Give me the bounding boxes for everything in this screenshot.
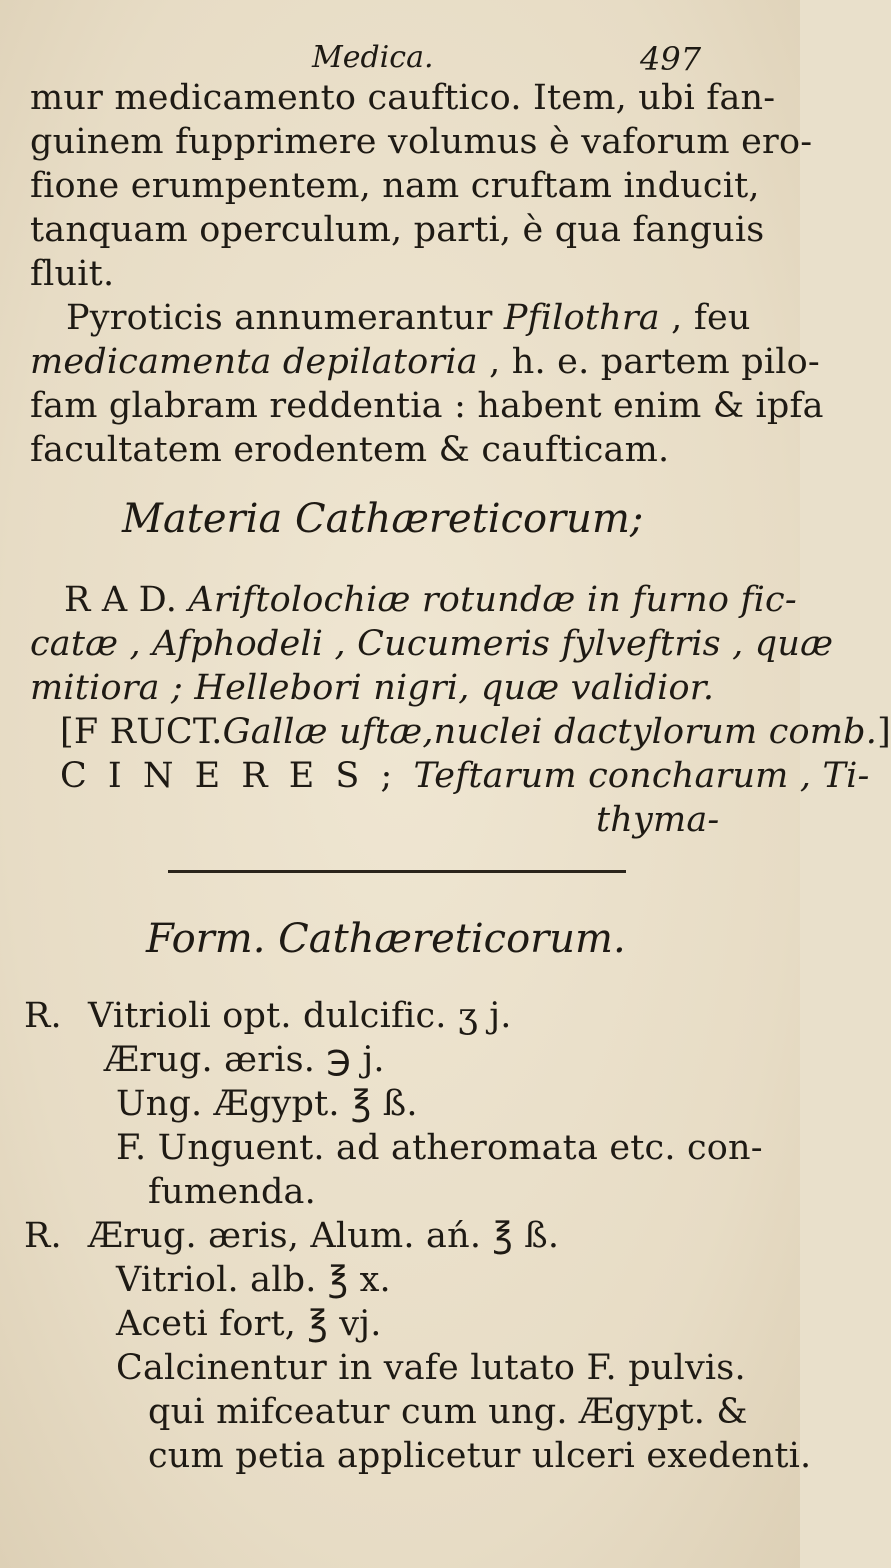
text-span: , feu — [659, 298, 751, 338]
section-title-materia: Materia Cathæreticorum; — [122, 496, 644, 542]
text-line: mur medicamento cauftico. Item, ubi fan- — [30, 78, 776, 118]
recipe-line: F. Unguent. ad atheromata etc. con- — [116, 1128, 763, 1168]
recipe-line: Calcinentur in vafe lutato F. pulvis. — [116, 1348, 746, 1388]
text-line: thyma- — [596, 800, 720, 840]
text-line — [64, 578, 797, 622]
recipe-line: fumenda. — [148, 1172, 316, 1212]
text-line — [60, 710, 891, 754]
italic-term: medicamenta depilatoria — [30, 342, 478, 382]
recipe-line: Ung. Ægypt. ℥ ß. — [116, 1084, 418, 1124]
page-number: 497 — [640, 40, 702, 78]
text-line: fluit. — [30, 254, 115, 294]
text-span: [F RUCT. — [60, 712, 223, 752]
text-line — [60, 754, 870, 798]
italic-term: Ariftolochiæ rotundæ in furno fic- — [188, 580, 797, 620]
recipe-mark: R. — [24, 1216, 62, 1256]
text-line — [66, 296, 751, 340]
text-line: fam glabram reddentia : habent enim & ipfa — [30, 386, 824, 426]
text-span: Pyroticis annumerantur — [66, 298, 504, 338]
text-span: C I N E R E S ; — [60, 756, 414, 796]
italic-term: Gallæ uftæ,nuclei dactylorum comb. — [222, 712, 878, 752]
recipe-line: Aceti fort, ℥ vj. — [116, 1304, 382, 1344]
text-span: , h. e. partem pilo- — [477, 342, 820, 382]
text-line: facultatem erodentem & caufticam. — [30, 430, 670, 470]
horizontal-rule — [168, 870, 626, 873]
text-line: fione erumpentem, nam cruftam inducit, — [30, 166, 760, 206]
text-span: R A D. — [64, 580, 189, 620]
running-title: Medica. — [312, 40, 434, 75]
recipe-line: Ærug. æris. ℈ j. — [104, 1040, 385, 1080]
text-line: guinem fupprimere volumus è vaforum ero- — [30, 122, 813, 162]
recipe-line: Vitriol. alb. ℥ x. — [116, 1260, 391, 1300]
text-line: mitiora ; Hellebori nigri, quæ validior. — [30, 668, 715, 708]
text-span: ] — [877, 712, 891, 752]
italic-term: Teftarum concharum , Ti- — [413, 756, 870, 796]
text-line — [30, 340, 820, 384]
recipe-line: Vitrioli opt. dulcific. ʒ j. — [88, 996, 512, 1036]
recipe-line: qui mifceatur cum ung. Ægypt. & — [148, 1392, 748, 1432]
text-line: tanquam operculum, parti, è qua fanguis — [30, 210, 765, 250]
section-title-formulae: Form. Cathæreticorum. — [146, 916, 626, 962]
recipe-mark: R. — [24, 996, 62, 1036]
italic-term: Pfilothra — [503, 298, 660, 338]
text-line: catæ , Afphodeli , Cucumeris fylveftris , quæ — [30, 624, 834, 664]
recipe-line: Ærug. æris, Alum. ań. ℥ ß. — [88, 1216, 560, 1256]
recipe-line: cum petia applicetur ulceri exedenti. — [148, 1436, 812, 1476]
